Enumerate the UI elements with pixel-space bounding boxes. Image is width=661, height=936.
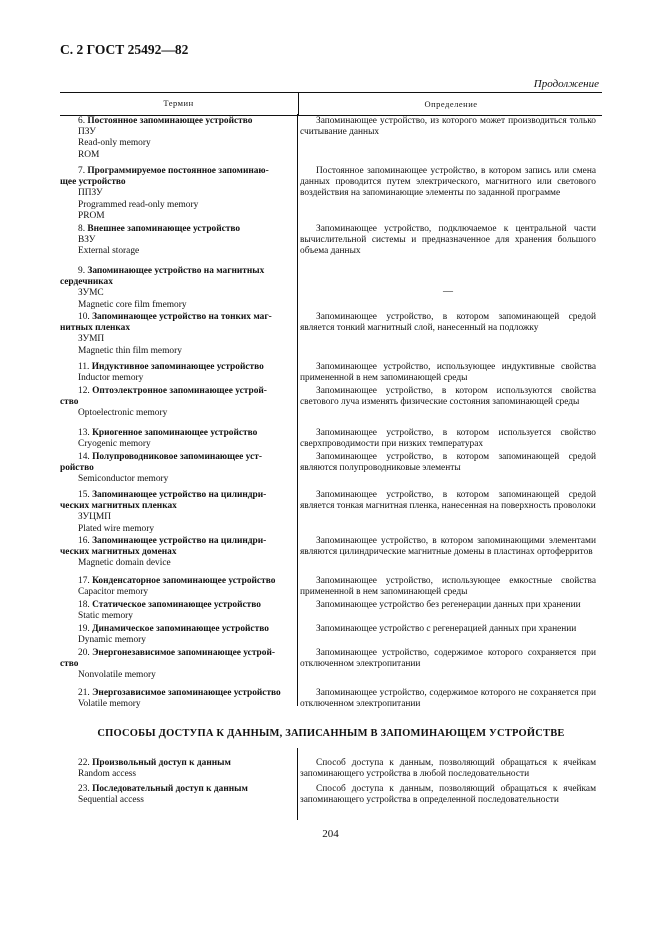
term-title [60, 362, 294, 373]
term-english: Dynamic memory [78, 635, 146, 646]
term-title [60, 166, 294, 177]
term-cell [60, 166, 294, 222]
term-english: Inductor memory [78, 373, 144, 384]
term-number: 8. [78, 224, 86, 234]
column-divider [297, 114, 298, 706]
term-number: 18. [78, 600, 90, 610]
definition-cell: Запоминающее устройство, содержимое которого сохраняется при отключенном электропитании [300, 648, 596, 670]
term-cell [60, 362, 294, 384]
term-title [60, 758, 294, 769]
term-number: 16. [78, 536, 90, 546]
definition-cell: — [443, 286, 453, 297]
term-number: 11. [78, 362, 90, 372]
term-cell [60, 688, 294, 710]
term-number: 9. [78, 266, 86, 276]
term-name: Оптоэлектронное запоминающее устрой- [92, 386, 267, 396]
definition-cell: Запоминающее устройство, в котором запоминающими элементами являются цилиндрические магнитные домены в пластинах ортоферритов [300, 536, 596, 558]
term-cell [60, 386, 294, 420]
term-name-continued: ческих магнитных пленках [60, 501, 177, 512]
term-name: Криогенное запоминающее устройство [92, 428, 258, 438]
term-title [60, 536, 294, 547]
continuation-label: Продолжение [533, 78, 599, 90]
term-name-continued: нитных пленках [60, 323, 131, 334]
term-cell [60, 536, 294, 570]
term-name: Статическое запоминающее устройство [92, 600, 261, 610]
definition-cell: Запоминающее устройство, из которого может производиться только считывание данных [300, 116, 596, 138]
term-name: Запоминающее устройство на тонких маг- [92, 312, 272, 322]
term-abbreviation: ЗУМП [78, 334, 105, 345]
term-cell [60, 224, 294, 258]
page-number: 204 [322, 828, 339, 840]
term-name-continued: ство [60, 659, 79, 670]
term-english-abbreviation: PROM [78, 210, 105, 221]
term-english: Programmed read-only memory [78, 199, 199, 210]
term-name-continued: щее устройство [60, 177, 126, 188]
term-title [60, 452, 294, 463]
term-abbreviation: ЗУМС [78, 288, 104, 299]
term-abbreviation: ПЗУ [78, 127, 96, 138]
term-english: External storage [78, 246, 140, 257]
term-title [60, 116, 294, 127]
term-title [60, 600, 294, 611]
term-number: 13. [78, 428, 90, 438]
term-name: Энергозависимое запоминающее устройство [92, 688, 281, 698]
definition-cell: Запоминающее устройство, в котором используется свойство сверхпроводимости при низких температурах [300, 428, 596, 450]
definition-cell: Запоминающее устройство, подключаемое к центральной части вычислительной системы и предназначенное для хранения большого объема данных [300, 224, 596, 257]
term-cell [60, 648, 294, 682]
term-name: Энергонезависимое запоминающее устрой- [92, 648, 275, 658]
term-english: Read-only memory [78, 138, 151, 149]
term-name: Индуктивное запоминающее устройство [91, 362, 264, 372]
term-name: Постоянное запоминающее устройство [87, 116, 253, 126]
definition-cell: Способ доступа к данным, позволяющий обращаться к ячейкам запоминающего устройства в любой последовательности [300, 758, 596, 780]
term-title [60, 312, 294, 323]
column-divider-2 [297, 748, 298, 820]
term-title [60, 688, 294, 699]
term-name: Запоминающее устройство на магнитных [87, 266, 265, 276]
term-number: 20. [78, 648, 90, 658]
definition-cell: Запоминающее устройство без регенерации данных при хранении [316, 600, 581, 610]
term-name: Динамическое запоминающее устройство [92, 624, 269, 634]
term-english: Magnetic domain device [78, 558, 171, 569]
term-name-continued: ство [60, 397, 79, 408]
term-cell [60, 452, 294, 486]
term-cell [60, 266, 294, 311]
section-title: СПОСОБЫ ДОСТУПА К ДАННЫМ, ЗАПИСАННЫМ В ЗАПОМИНАЮЩЕМ УСТРОЙСТВЕ [97, 728, 565, 739]
term-title [60, 266, 294, 277]
term-cell [60, 784, 294, 806]
term-abbreviation: ВЗУ [78, 235, 96, 246]
term-english: Static memory [78, 611, 133, 622]
definition-cell: Запоминающее устройство с регенерацией данных при хранении [316, 624, 577, 634]
term-title [60, 648, 294, 659]
definition-cell: Запоминающее устройство, использующее емкостные свойства примененной в нем запоминающей среды [300, 576, 596, 598]
column-header-definition: Определение [298, 93, 603, 115]
definition-cell: Постоянное запоминающее устройство, в котором запись или смена данных проводится путем электрического, магнитного или светового воздействия на запоминающие элементы по заданной программе [300, 166, 596, 199]
term-name: Запоминающее устройство на цилиндри- [92, 490, 267, 500]
term-cell [60, 428, 294, 450]
term-number: 7. [78, 166, 86, 176]
table-header [60, 92, 602, 116]
definition-cell: Запоминающее устройство, в котором запоминающей средой являются полупроводниковые элементы [300, 452, 596, 474]
term-cell [60, 576, 294, 598]
definition-cell: Запоминающее устройство, в котором запоминающей средой является тонкий магнитный слой, нанесенный на подложку [300, 312, 596, 334]
term-number: 6. [78, 116, 86, 126]
term-name: Запоминающее устройство на цилиндри- [92, 536, 267, 546]
term-english: Sequential access [78, 795, 144, 806]
term-english: Random access [78, 769, 137, 780]
term-name-continued: сердечниках [60, 277, 113, 288]
term-number: 22. [78, 758, 90, 768]
term-cell [60, 490, 294, 535]
term-abbreviation: ЗУЦМП [78, 512, 111, 523]
term-number: 19. [78, 624, 90, 634]
term-english: Volatile memory [78, 699, 141, 710]
term-number: 21. [78, 688, 90, 698]
term-cell [60, 312, 294, 357]
term-title [60, 624, 294, 635]
term-english: Cryogenic memory [78, 439, 151, 450]
term-name: Внешнее запоминающее устройство [87, 224, 241, 234]
term-title [60, 224, 294, 235]
term-name-continued: ройство [60, 463, 94, 474]
column-header-term: Термин [163, 98, 194, 108]
term-number: 17. [78, 576, 90, 586]
term-name: Последовательный доступ к данным [92, 784, 248, 794]
term-title [60, 576, 294, 587]
term-number: 15. [78, 490, 90, 500]
term-cell [60, 600, 294, 622]
term-english: Semiconductor memory [78, 474, 169, 485]
term-english: Capacitor memory [78, 587, 149, 598]
term-english: Nonvolatile memory [78, 670, 156, 681]
definition-cell: Запоминающее устройство, содержимое которого не сохраняется при отключенном электропитании [300, 688, 596, 710]
term-name: Программируемое постоянное запоминаю- [87, 166, 269, 176]
definition-cell: Запоминающее устройство, в котором запоминающей средой является тонкая магнитная пленка, нанесенная на поверхность проволоки [300, 490, 596, 512]
term-cell [60, 758, 294, 780]
definition-cell: Запоминающее устройство, использующее индуктивные свойства примененной в нем запоминающей среды [300, 362, 596, 384]
page-header: С. 2 ГОСТ 25492—82 [60, 42, 189, 57]
term-number: 10. [78, 312, 90, 322]
term-name: Конденсаторное запоминающее устройство [92, 576, 276, 586]
term-name-continued: ческих магнитных доменах [60, 547, 177, 558]
definition-cell: Способ доступа к данным, позволяющий обращаться к ячейкам запоминающего устройства в определенной последовательности [300, 784, 596, 806]
term-title [60, 428, 294, 439]
term-number: 14. [78, 452, 90, 462]
term-cell [60, 624, 294, 646]
term-name: Полупроводниковое запоминающее уст- [92, 452, 262, 462]
term-number: 12. [78, 386, 90, 396]
term-english: Optoelectronic memory [78, 408, 168, 419]
term-name: Произвольный доступ к данным [92, 758, 231, 768]
term-english: Plated wire memory [78, 523, 155, 534]
term-number: 23. [78, 784, 90, 794]
definition-cell: Запоминающее устройство, в котором используются свойства светового луча изменять физические состояния запоминающей среды [300, 386, 596, 408]
term-english: Magnetic thin film memory [78, 345, 182, 356]
term-cell [60, 116, 294, 161]
term-abbreviation: ППЗУ [78, 188, 103, 199]
term-title [60, 490, 294, 501]
term-title [60, 386, 294, 397]
term-english-abbreviation: ROM [78, 149, 100, 160]
term-english: Magnetic core film fmemory [78, 299, 187, 310]
term-title [60, 784, 294, 795]
